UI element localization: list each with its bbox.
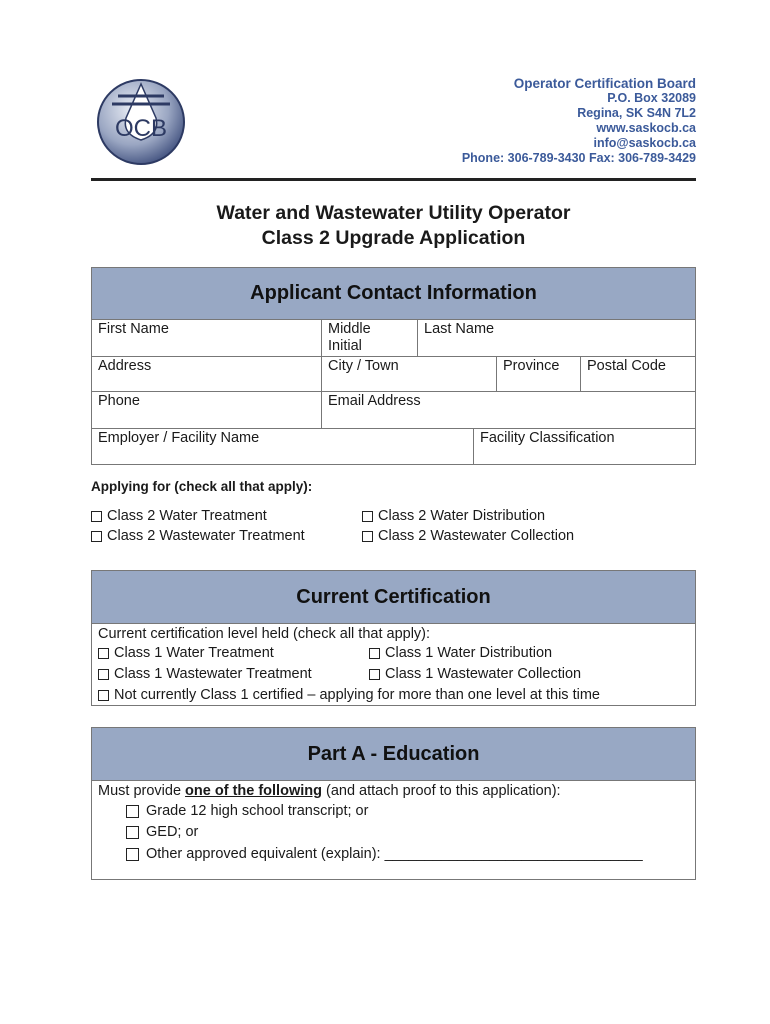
option-not-certified[interactable]: Not currently Class 1 certified – applying for more than one level at this time [98,687,600,703]
education-section [91,727,696,880]
name-row [92,320,695,357]
contact-heading: Applicant Contact Information [92,268,695,320]
organization-address [462,76,696,166]
form-title-line2: Class 2 Upgrade Application [261,227,526,249]
checkbox[interactable] [126,826,139,839]
checkbox[interactable] [98,648,109,659]
checkbox[interactable] [362,531,373,542]
postal-code-field[interactable]: Postal Code [580,357,695,391]
phone-field[interactable]: Phone [98,393,140,409]
current-certification-section [91,570,696,706]
checkbox[interactable] [91,511,102,522]
city-line: Regina, SK S4N 7L2 [577,106,696,120]
option-class1-water-treatment[interactable]: Class 1 Water Treatment [98,645,274,661]
checkbox[interactable] [98,690,109,701]
checkbox[interactable] [369,648,380,659]
province-field[interactable]: Province [496,357,580,391]
ocb-logo [96,78,186,166]
employer-field[interactable]: Employer / Facility Name [98,430,260,446]
middle-initial-field[interactable]: Middle Initial [321,320,417,356]
checkbox[interactable] [98,669,109,680]
header-divider [91,178,696,181]
option-class1-wastewater-collection[interactable]: Class 1 Wastewater Collection [369,666,581,682]
employer-row [92,429,695,464]
option-class1-water-distribution[interactable]: Class 1 Water Distribution [369,645,552,661]
form-title-line1: Water and Wastewater Utility Operator [216,202,571,224]
applying-for-label: Applying for (check all that apply): [91,479,313,494]
option-grade12[interactable]: Grade 12 high school transcript; or [126,803,368,819]
option-class2-water-distribution[interactable]: Class 2 Water Distribution [362,508,545,524]
option-class2-water-treatment[interactable]: Class 2 Water Treatment [91,508,267,524]
phone-fax: Phone: 306-789-3430 Fax: 306-789-3429 [461,151,696,165]
option-other-equivalent[interactable]: Other approved equivalent (explain): ________________________________ [126,846,643,862]
education-heading: Part A - Education [92,728,695,781]
checkbox[interactable] [362,511,373,522]
checkbox[interactable] [91,531,102,542]
current-intro: Current certification level held (check all that apply): [98,626,431,642]
checkbox[interactable] [126,805,139,818]
address-field[interactable]: Address [98,358,152,374]
first-name-field[interactable]: First Name [98,321,169,337]
address-row [92,357,695,392]
phone-row [92,392,695,429]
org-name: Operator Certification Board [513,76,696,91]
facility-classification-field[interactable]: Facility Classification [473,429,695,464]
email-field[interactable]: Email Address [321,392,695,428]
email-link[interactable]: info@saskocb.ca [593,136,696,150]
option-class2-wastewater-collection[interactable]: Class 2 Wastewater Collection [362,528,574,544]
city-field[interactable]: City / Town [321,357,496,391]
option-class1-wastewater-treatment[interactable]: Class 1 Wastewater Treatment [98,666,312,682]
current-certification-heading: Current Certification [92,571,695,624]
po-box: P.O. Box 32089 [607,91,696,105]
checkbox[interactable] [369,669,380,680]
option-ged[interactable]: GED; or [126,824,198,840]
contact-section [91,267,696,465]
last-name-field[interactable]: Last Name [417,320,695,356]
option-class2-wastewater-treatment[interactable]: Class 2 Wastewater Treatment [91,528,305,544]
checkbox[interactable] [126,848,139,861]
website-link[interactable]: www.saskocb.ca [596,121,696,135]
education-intro: Must provide one of the following (and attach proof to this application): [98,783,561,799]
logo-text: OCB [114,115,168,142]
